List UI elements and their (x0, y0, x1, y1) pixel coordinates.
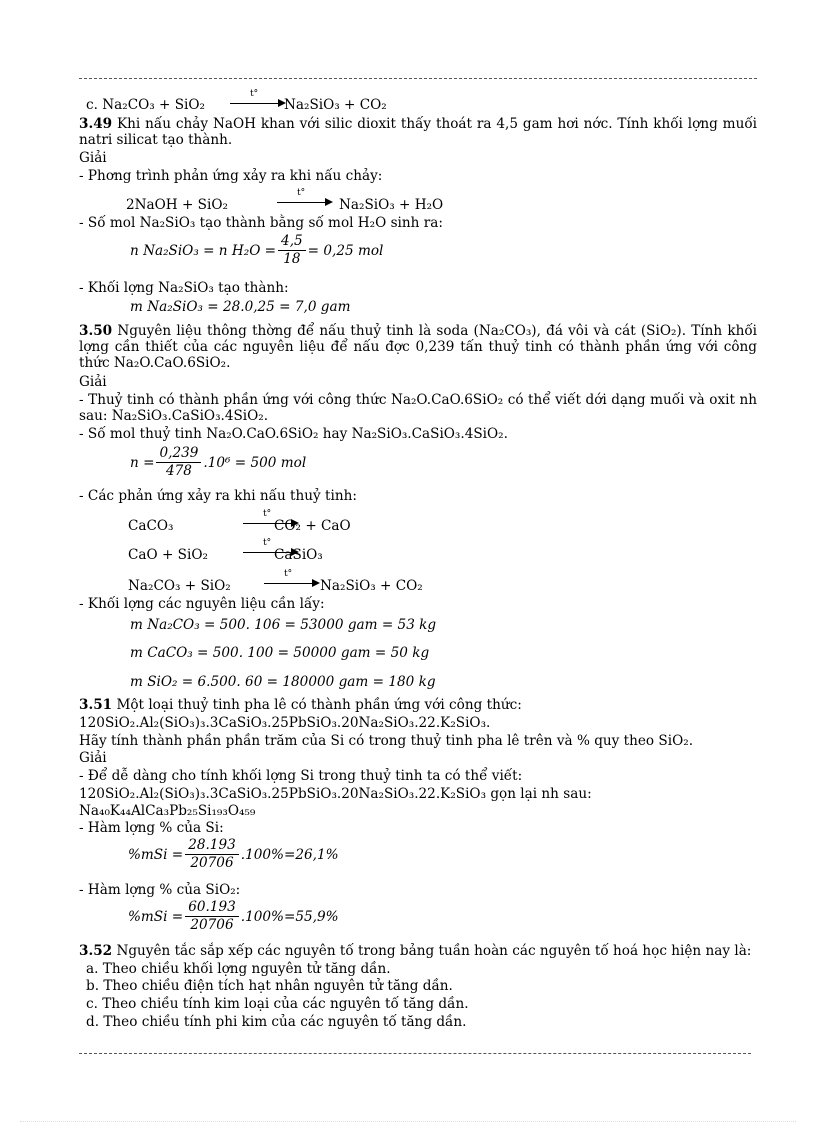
step-text: - Hàm lợng % của Si: (79, 820, 224, 836)
step-text: - Số mol thuỷ tinh Na₂O.CaO.6SiO₂ hay Na₂SiO₃.CaSiO₃.4SiO₂. (79, 426, 508, 442)
step-text: - Thuỷ tinh có thành phần ứng với công thức Na₂O.CaO.6SiO₂ có thể viết dới dạng muối và oxit nh sau: Na₂SiO₃.CaSiO₃.4SiO₂. (79, 392, 757, 424)
equation-mass: m Na₂SiO₃ = 28.0,25 = 7,0 gam (130, 299, 351, 315)
reaction-left: CaCO₃ (128, 518, 174, 534)
reaction-left: 2NaOH + SiO₂ (126, 197, 228, 213)
formula-compact: Na₄₀K₄₄AlCa₃Pb₂₅Si₁₉₃O₄₅₉ (79, 803, 256, 819)
solution-label: Giải (79, 150, 107, 166)
top-dashed-rule (79, 78, 757, 79)
bottom-dashed-rule (79, 1053, 751, 1054)
solution-label: Giải (79, 750, 107, 766)
equation-mass-sand: m SiO₂ = 6.500. 60 = 180000 gam = 180 kg (130, 674, 436, 690)
reaction-arrow: t° (277, 195, 333, 209)
formula-line: 120SiO₂.Al₂(SiO₃)₃.3CaSiO₃.25PbSiO₃.20Na₂SiO₃.22.K₂SiO₃. (79, 715, 491, 731)
equation-mass-soda: m Na₂CO₃ = 500. 106 = 53000 gam = 53 kg (130, 617, 437, 633)
reaction-left: Na₂CO₃ + SiO₂ (128, 578, 231, 594)
option-d: d. Theo chiều tính phi kim của các nguyên tố tăng dần. (86, 1014, 467, 1030)
question-text: Hãy tính thành phần phần trăm của Si có trong thuỷ tinh pha lê trên và % quy theo SiO₂. (79, 733, 694, 749)
reaction-right: Na₂SiO₃ + H₂O (339, 197, 444, 213)
solution-label: Giải (79, 374, 107, 390)
equation-moles: n Na₂SiO₃ = n H₂O = $\frac{4,5}{18}$ = 0,25 mol (130, 233, 384, 267)
reaction-c-right: Na₂SiO₃ + CO₂ (284, 97, 387, 113)
equation-percent-si: %mSi = $\frac{28.193}{20706}$ .100%=26,1% (128, 837, 339, 871)
equation-percent-sio2: %mSi = $\frac{60.193}{20706}$ .100%=55,9% (128, 899, 339, 933)
step-text: - Khối lợng Na₂SiO₃ tạo thành: (79, 280, 289, 296)
reaction-arrow: t° (243, 516, 299, 530)
step-text: - Phơng trình phản ứng xảy ra khi nấu chảy: (79, 168, 383, 184)
page-edge-dotted-line (20, 1121, 796, 1122)
step-text: - Để dễ dàng cho tính khối lợng Si trong thuỷ tinh ta có thể viết: (79, 768, 523, 784)
equation-mass-limestone: m CaCO₃ = 500. 100 = 50000 gam = 50 kg (130, 645, 430, 661)
reaction-right: CO₂ + CaO (274, 518, 351, 534)
option-a: a. Theo chiều khối lợng nguyên tử tăng dần. (86, 961, 391, 977)
step-text: - Số mol Na₂SiO₃ tạo thành bằng số mol H₂O sinh ra: (79, 215, 443, 231)
question-3-49: 3.49 Khi nấu chảy NaOH khan với silic dioxit thấy thoát ra 4,5 gam hơi nớc. Tính khối lợng muối natri silicat tạo thành. (79, 116, 757, 148)
question-3-50: 3.50 Nguyên liệu thông thờng để nấu thuỷ tinh là soda (Na₂CO₃), đá vôi và cát (SiO₂). Tính khối lợng cần thiết của các nguyên liệu để nấu đợc 0,239 tấn thuỷ tinh có thành phần ứng với công thức Na₂O.CaO.6SiO₂. (79, 323, 757, 371)
reaction-arrow: t° (243, 545, 299, 559)
equation-moles-glass: n = $\frac{0,239}{478}$ .10⁶ = 500 mol (130, 445, 307, 479)
option-c: c. Theo chiều tính kim loại của các nguyên tố tăng dần. (86, 996, 469, 1012)
formula-line: 120SiO₂.Al₂(SiO₃)₃.3CaSiO₃.25PbSiO₃.20Na₂SiO₃.22.K₂SiO₃ gọn lại nh sau: (79, 786, 592, 802)
step-text: - Hàm lợng % của SiO₂: (79, 882, 241, 898)
reaction-arrow: t° (230, 96, 286, 110)
step-text: - Khối lợng các nguyên liệu cần lấy: (79, 596, 325, 612)
reaction-left: CaO + SiO₂ (128, 547, 208, 563)
option-b: b. Theo chiều điện tích hạt nhân nguyên tử tăng dần. (86, 978, 453, 994)
reaction-right: Na₂SiO₃ + CO₂ (320, 578, 423, 594)
step-text: - Các phản ứng xảy ra khi nấu thuỷ tinh: (79, 488, 357, 504)
question-3-51: 3.51 Một loại thuỷ tinh pha lê có thành phần ứng với công thức: (79, 697, 522, 713)
question-3-52: 3.52 Nguyên tắc sắp xếp các nguyên tố trong bảng tuần hoàn các nguyên tố hoá học hiện nay là: (79, 943, 752, 959)
reaction-arrow: t° (264, 576, 320, 590)
reaction-c-left: c. Na₂CO₃ + SiO₂ (86, 97, 205, 113)
reaction-right: CaSiO₃ (274, 547, 323, 563)
